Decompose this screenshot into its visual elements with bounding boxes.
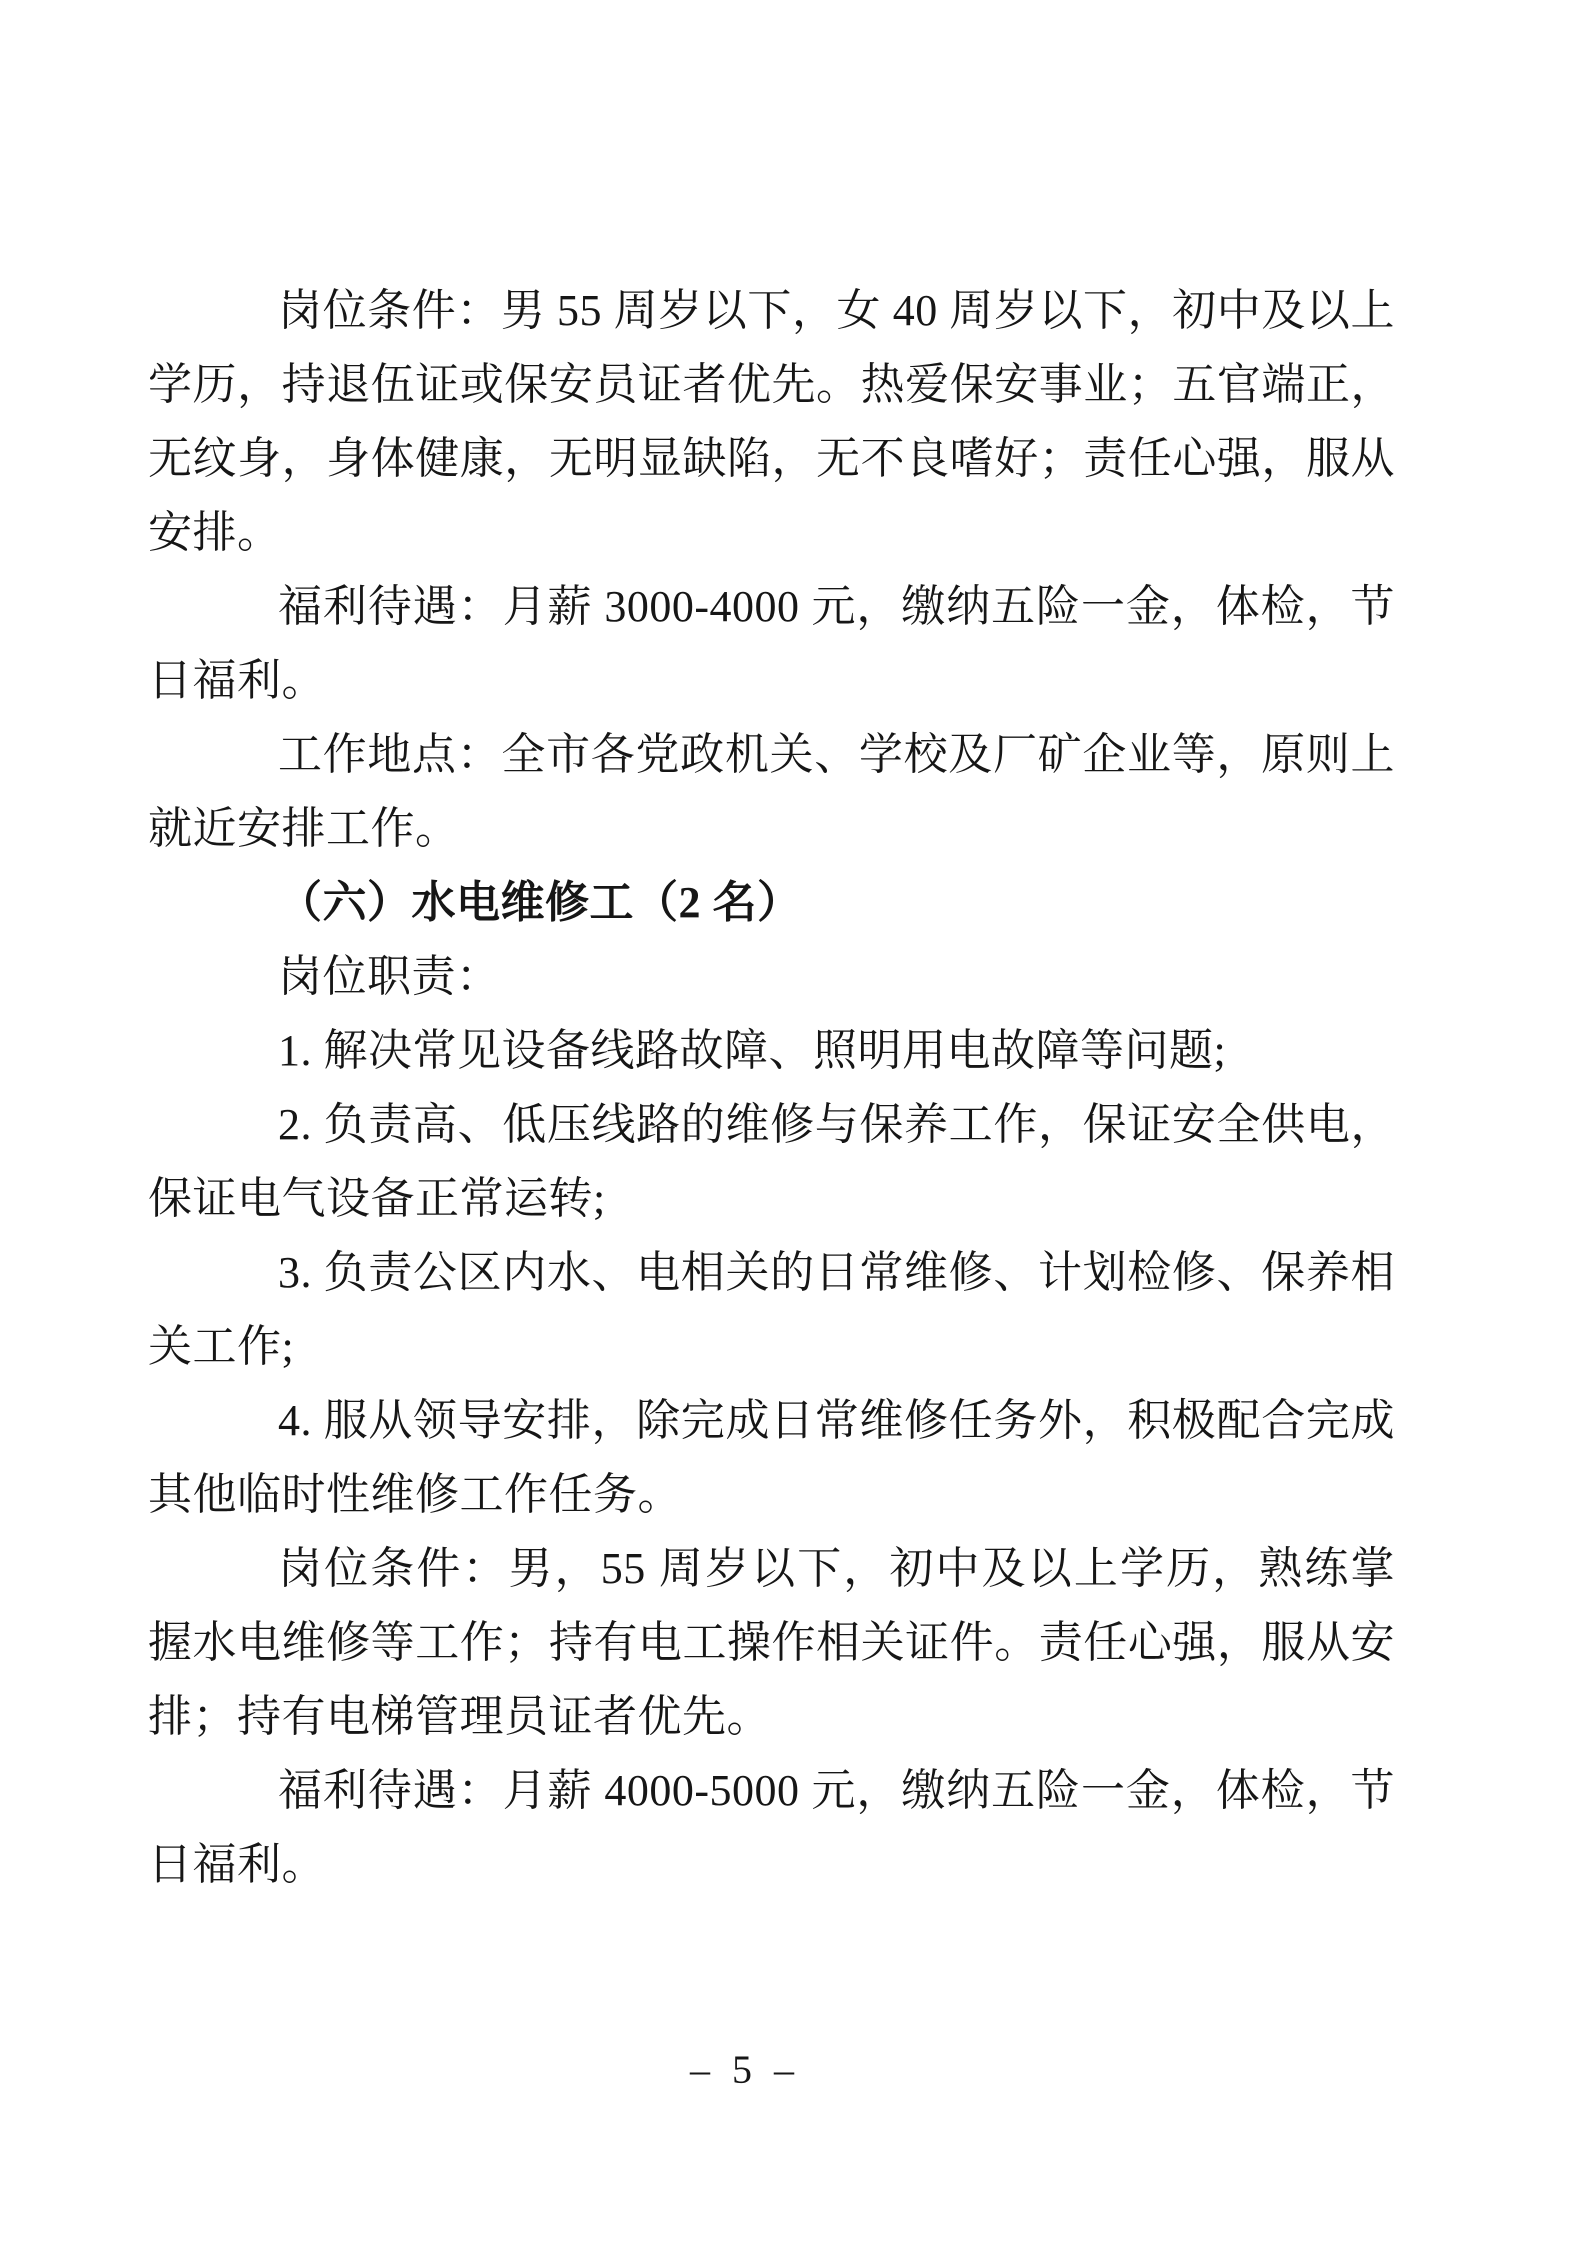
list-item-duty-2: 2. 负责高、低压线路的维修与保养工作，保证安全供电，保证电气设备正常运转; (148, 1100, 1395, 1223)
list-item-duty-3: 3. 负责公区内水、电相关的日常维修、计划检修、保养相关工作; (148, 1248, 1395, 1371)
paragraph-duties-label: 岗位职责： (278, 952, 501, 1001)
paragraph-guard-conditions: 岗位条件：男 55 周岁以下，女 40 周岁以下，初中及以上学历，持退伍证或保安员证者优先。热爱保安事业；五官端正，无纹身，身体健康，无明显缺陷，无不良嗜好；责任心强，服从安排。 (148, 286, 1395, 557)
list-item-duty-4: 4. 服从领导安排，除完成日常维修任务外，积极配合完成其他临时性维修工作任务。 (148, 1396, 1395, 1519)
document-body (148, 274, 1395, 1902)
page-number: – 5 – (690, 2047, 800, 2092)
paragraph-guard-benefits: 福利待遇：月薪 3000-4000 元，缴纳五险一金，体检，节日福利。 (148, 582, 1395, 705)
paragraph-electrician-benefits: 福利待遇：月薪 4000-5000 元，缴纳五险一金，体检，节日福利。 (148, 1766, 1395, 1889)
paragraph-electrician-conditions: 岗位条件：男，55 周岁以下，初中及以上学历，熟练掌握水电维修等工作；持有电工操作相关证件。责任心强，服从安排；持有电梯管理员证者优先。 (148, 1544, 1395, 1741)
paragraph-guard-work-location: 工作地点：全市各党政机关、学校及厂矿企业等，原则上就近安排工作。 (148, 730, 1395, 853)
list-item-duty-1: 1. 解决常见设备线路故障、照明用电故障等问题; (278, 1026, 1227, 1075)
heading-section-six-plumber-electrician: （六）水电维修工（2 名） (278, 878, 802, 927)
